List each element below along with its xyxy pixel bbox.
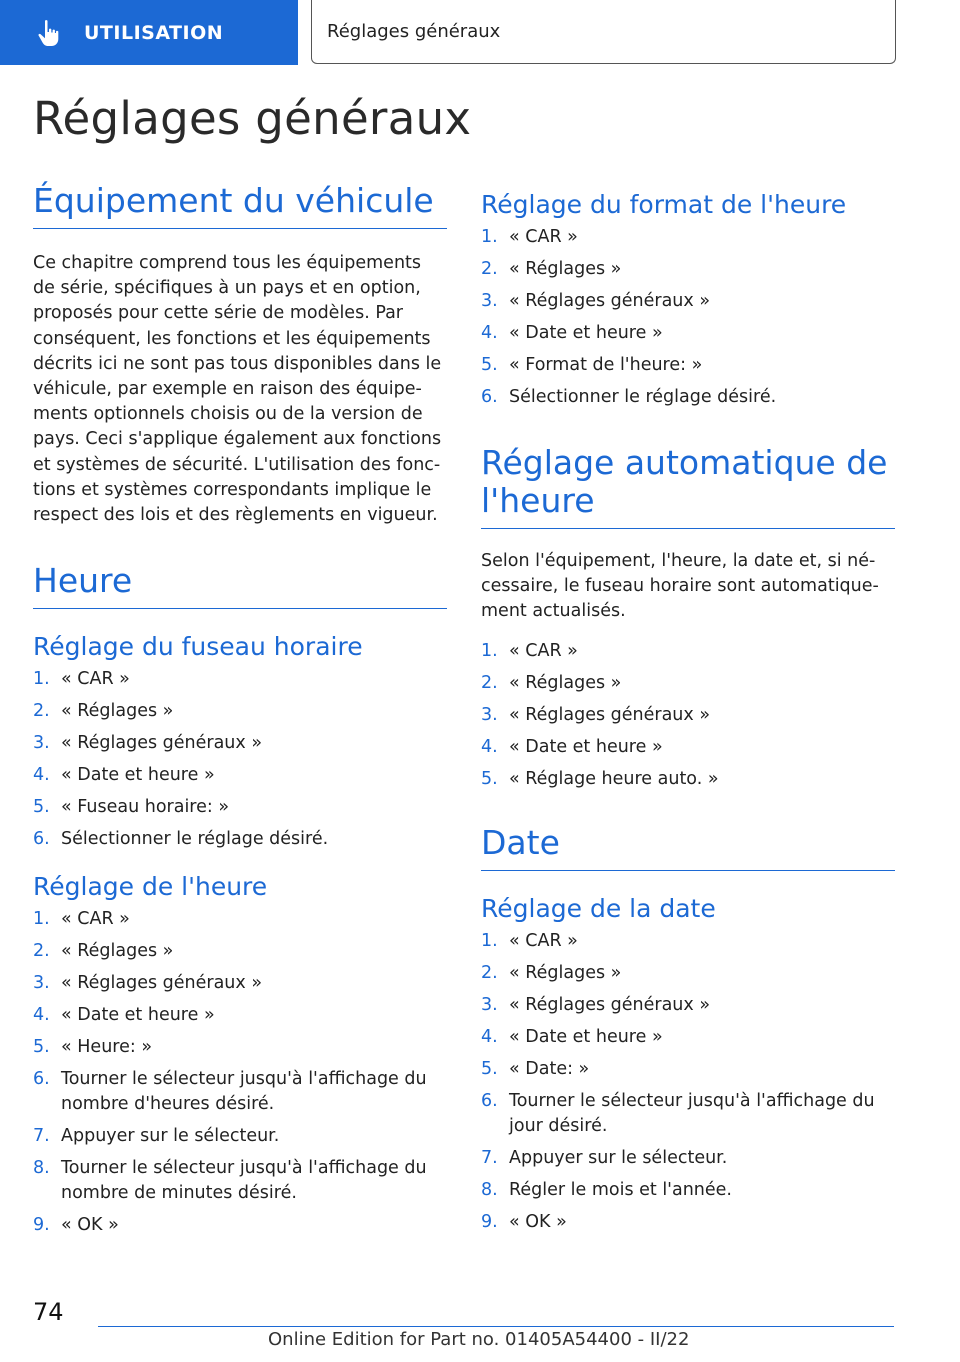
section-label: UTILISATION [84, 21, 224, 44]
page-label-box [311, 0, 896, 64]
page-number: 74 [33, 1298, 64, 1326]
list-item: 4. « Date et heure » [481, 323, 663, 343]
list-item: 3. « Réglages généraux » [481, 291, 711, 311]
list-item: 8. Régler le mois et l'année. [481, 1179, 732, 1200]
timezone-steps [33, 667, 447, 852]
page-title: Réglages généraux [33, 92, 472, 145]
auto-paragraph: Selon l'équipement, l'heure, la date et, si né‐cessaire, le fuseau horaire sont automatique‐ment actualisés. [481, 551, 879, 622]
list-item: 2. « Réglages » [481, 672, 622, 693]
list-item: 1. « CAR » [481, 930, 578, 951]
list-item: 5. « Réglage heure auto. » [481, 768, 719, 789]
page-label: Réglages généraux [327, 21, 501, 42]
list-item: 4. « Date et heure » [33, 1005, 215, 1026]
heading-equipment: Équipement du véhicule [33, 182, 447, 229]
list-item: 3. « Réglages généraux » [33, 973, 263, 994]
pointing-hand-icon [36, 19, 62, 47]
list-item: 1. « CAR » [33, 669, 130, 690]
list-item: 7. Appuyer sur le sélecteur. [481, 1147, 728, 1168]
list-item: 6. Tourner le sélecteur jusqu'à l'affichage du jour désiré. [481, 1090, 875, 1136]
footer-divider [98, 1326, 894, 1327]
equipment-paragraph: Ce chapitre comprend tous les équipements de série, spécifiques à un pays et en option, proposés pour cette série de modèles. Par conséquent, les fonctions et les équipements décrits ici ne sont pas tous disponibles dans le véhicule, par exemple en raison des équipe‐ments optionnels choisis ou de la version de pays. Ceci s'applique également aux fonctions et systèmes de sécurité. L'utilisation des fonc‐tions et systèmes correspondants implique le respect des lois et des règlements en vigueur. [33, 253, 442, 526]
list-item: 3. « Réglages généraux » [481, 994, 711, 1015]
list-item: 1. « CAR » [481, 227, 578, 247]
list-item: 2. « Réglages » [481, 259, 622, 279]
time-steps [33, 907, 447, 1238]
format-steps [481, 225, 895, 410]
list-item: 1. « CAR » [33, 909, 130, 930]
subheading-timezone: Réglage du fuseau horaire [33, 632, 363, 662]
list-item: 2. « Réglages » [33, 701, 174, 722]
edition-note: Online Edition for Part no. 01405A54400 - II/22 [268, 1329, 690, 1350]
list-item: 4. « Date et heure » [481, 1026, 663, 1047]
list-item: 3. « Réglages généraux » [33, 733, 263, 754]
subheading-format: Réglage du format de l'heure [481, 190, 847, 219]
subheading-date: Réglage de la date [481, 893, 716, 923]
list-item: 6. Sélectionner le réglage désiré. [481, 387, 777, 407]
list-item: 6. Tourner le sélecteur jusqu'à l'affichage du nombre d'heures désiré. [33, 1069, 427, 1115]
list-item: 5. « Date: » [481, 1058, 590, 1079]
list-item: 7. Appuyer sur le sélecteur. [33, 1126, 280, 1147]
right-column [481, 190, 895, 1242]
list-item: 4. « Date et heure » [33, 765, 215, 786]
list-item: 5. « Heure: » [33, 1037, 153, 1058]
subheading-time: Réglage de l'heure [33, 872, 268, 902]
section-tab[interactable] [0, 0, 298, 65]
heading-auto: Réglage automatique de l'heure [481, 444, 895, 529]
list-item: 6. Sélectionner le réglage désiré. [33, 829, 329, 850]
list-item: 5. « Format de l'heure: » [481, 355, 703, 375]
heading-heure: Heure [33, 562, 447, 609]
date-steps [481, 929, 895, 1235]
list-item: 9. « OK » [481, 1211, 567, 1232]
list-item: 5. « Fuseau horaire: » [33, 797, 230, 818]
heading-date: Date [481, 824, 895, 871]
left-column [33, 182, 447, 1245]
list-item: 4. « Date et heure » [481, 736, 663, 757]
list-item: 9. « OK » [33, 1215, 119, 1236]
auto-steps [481, 639, 895, 792]
list-item: 2. « Réglages » [33, 941, 174, 962]
list-item: 2. « Réglages » [481, 962, 622, 983]
list-item: 8. Tourner le sélecteur jusqu'à l'affichage du nombre de minutes désiré. [33, 1158, 427, 1204]
list-item: 1. « CAR » [481, 640, 578, 661]
list-item: 3. « Réglages généraux » [481, 704, 711, 725]
